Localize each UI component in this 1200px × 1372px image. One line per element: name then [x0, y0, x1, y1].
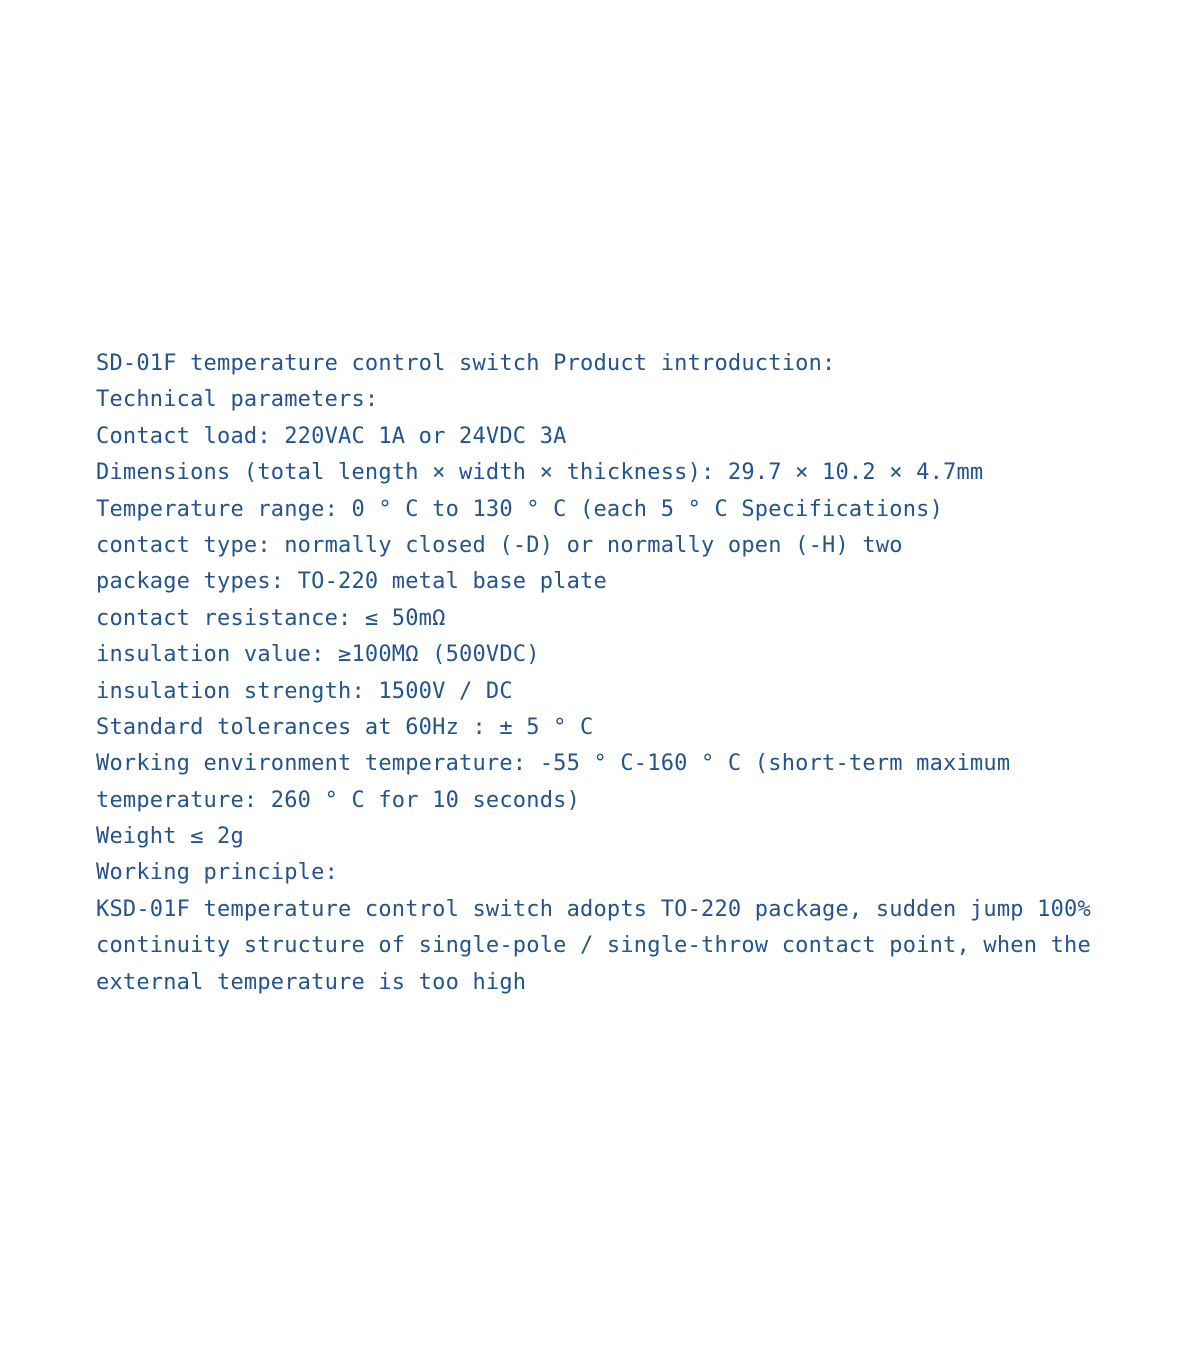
spec-dimensions: Dimensions (total length × width × thickness): 29.7 × 10.2 × 4.7mm	[96, 460, 984, 486]
principle-text-line-1: KSD-01F temperature control switch adopts TO-220 package, sudden jump 100%	[96, 896, 1091, 922]
product-description	[96, 346, 1156, 1001]
spec-working-temperature: Working environment temperature: -55 ° C-160 ° C (short-term maximum	[96, 751, 1011, 777]
principle-text-line-3: external temperature is too high	[96, 969, 527, 995]
spec-contact-load: Contact load: 220VAC 1A or 24VDC 3A	[96, 423, 567, 449]
section-heading-technical-parameters: Technical parameters:	[96, 387, 379, 413]
spec-insulation-value: insulation value: ≥100MΩ (500VDC)	[96, 642, 540, 668]
spec-package-types: package types: TO-220 metal base plate	[96, 569, 607, 595]
spec-contact-resistance: contact resistance: ≤ 50mΩ	[96, 605, 446, 631]
document-title: SD-01F temperature control switch Product introduction:	[96, 351, 836, 376]
principle-text-line-2: continuity structure of single-pole / single-throw contact point, when the	[96, 933, 1091, 959]
spec-weight: Weight ≤ 2g	[96, 824, 244, 850]
section-heading-working-principle: Working principle:	[96, 860, 339, 886]
spec-standard-tolerances: Standard tolerances at 60Hz : ± 5 ° C	[96, 714, 594, 740]
spec-contact-type: contact type: normally closed (-D) or normally open (-H) two	[96, 532, 903, 558]
spec-insulation-strength: insulation strength: 1500V / DC	[96, 678, 513, 704]
spec-temperature-range: Temperature range: 0 ° C to 130 ° C (each 5 ° C Specifications)	[96, 496, 944, 522]
spec-working-temperature-continued: temperature: 260 ° C for 10 seconds)	[96, 787, 581, 813]
